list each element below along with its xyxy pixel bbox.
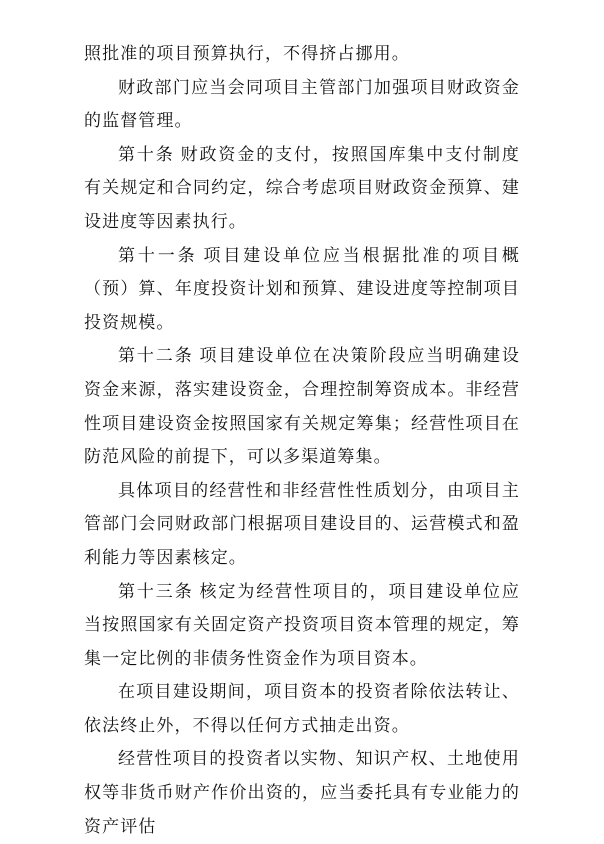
paragraph-project-classification	[84, 475, 520, 576]
clause-number: 第十条	[118, 144, 175, 165]
clause-number: 第十二条	[118, 346, 194, 367]
paragraph-text: 照批准的项目预算执行，不得挤占挪用。	[84, 44, 410, 64]
clause-12	[84, 340, 520, 474]
clause-11	[84, 240, 520, 341]
clause-13	[84, 576, 520, 677]
clause-10	[84, 139, 520, 240]
paragraph-text: 财政部门应当会同项目主管部门加强项目财政资金的监督管理。	[84, 77, 520, 132]
paragraph-noncash-contribution	[84, 743, 520, 844]
paragraph-text: 具体项目的经营性和非经营性性质划分，由项目主管部门会同财政部门根据项目建设目的、运营模式和盈利能力等因素核定。	[84, 480, 520, 568]
paragraph-capital-withdrawal	[84, 676, 520, 743]
paragraph-continuation	[84, 38, 520, 72]
clause-text: 财政资金的支付，按照国库集中支付制度有关规定和合同约定，综合考虑项目财政资金预算、建设进度等因素执行。	[84, 144, 520, 232]
clause-number: 第十一条	[118, 245, 198, 266]
clause-text: 项目建设单位应当根据批准的项目概（预）算、年度投资计划和预算、建设进度等控制项目投资规模。	[84, 245, 520, 333]
clause-text: 核定为经营性项目的，项目建设单位应当按照国家有关固定资产投资项目资本管理的规定，筹集一定比例的非债务性资金作为项目资本。	[84, 581, 520, 669]
paragraph-text: 在项目建设期间，项目资本的投资者除依法转让、依法终止外，不得以任何方式抽走出资。	[84, 682, 520, 736]
clause-number: 第十三条	[118, 581, 194, 602]
paragraph-supervision	[84, 72, 520, 139]
clause-text: 项目建设单位在决策阶段应当明确建设资金来源，落实建设资金，合理控制筹资成本。非经营性项目建设资金按照国家有关规定筹集；经营性项目在防范风险的前提下，可以多渠道筹集。	[84, 346, 520, 468]
paragraph-text: 经营性项目的投资者以实物、知识产权、土地使用权等非货币财产作价出资的，应当委托具有专业能力的资产评估	[84, 749, 520, 837]
